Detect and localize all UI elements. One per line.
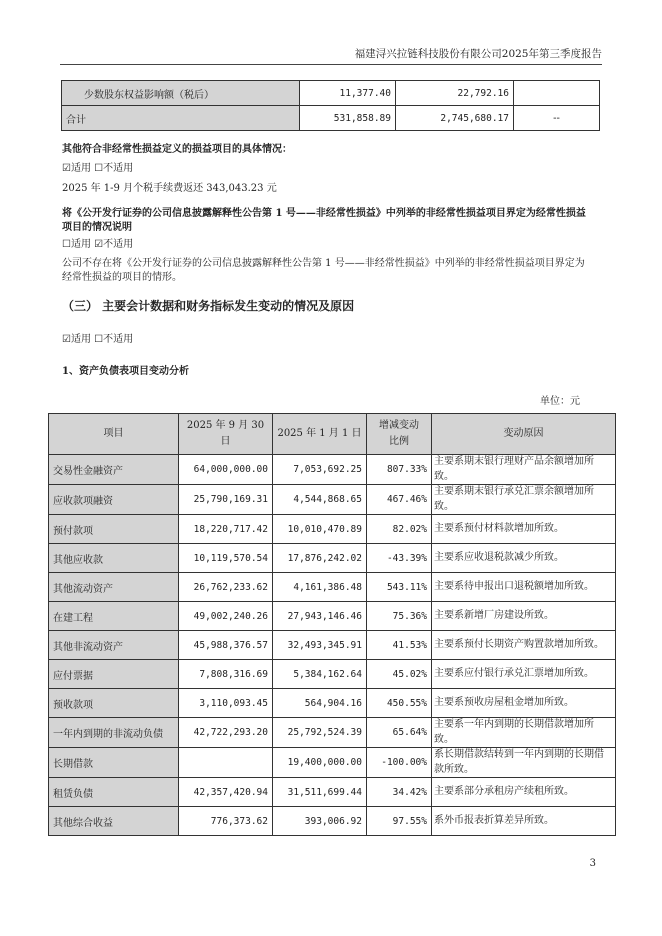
non-recurring-summary-table	[61, 80, 600, 131]
percent-cell: 543.11%	[367, 573, 432, 602]
table-row	[49, 807, 616, 836]
item-cell: 一年内到期的非流动负债	[49, 718, 179, 748]
page-number: 3	[589, 858, 596, 869]
value-cell: 18,220,717.42	[179, 515, 273, 544]
item-cell: 租赁负债	[49, 778, 179, 807]
value-cell: 2,745,680.17	[396, 106, 514, 131]
table-row	[49, 544, 616, 573]
item-cell: 应收款项融资	[49, 485, 179, 515]
item-cell: 应付票据	[49, 660, 179, 689]
percent-cell: 467.46%	[367, 485, 432, 515]
percent-cell: 65.64%	[367, 718, 432, 748]
value-cell: 42,357,420.94	[179, 778, 273, 807]
other-items-detail: 2025 年 1-9 月个税手续费返还 343,043.23 元	[62, 183, 277, 194]
item-cell: 交易性金融资产	[49, 455, 179, 485]
table-row	[49, 748, 616, 778]
reason-cell: 主要系期末银行理财产品余额增加所致。	[432, 455, 616, 485]
value-cell: 26,762,233.62	[179, 573, 273, 602]
column-header: 变动原因	[432, 414, 616, 455]
percent-cell: 34.42%	[367, 778, 432, 807]
percent-cell: 82.02%	[367, 515, 432, 544]
value-cell: 4,161,386.48	[273, 573, 367, 602]
table-row	[49, 602, 616, 631]
value-cell: 31,511,699.44	[273, 778, 367, 807]
reason-cell: 主要系待申报出口退税额增加所致。	[432, 573, 616, 602]
value-cell: 64,000,000.00	[179, 455, 273, 485]
value-cell: 7,053,692.25	[273, 455, 367, 485]
item-cell: 预收款项	[49, 689, 179, 718]
percent-cell: -43.39%	[367, 544, 432, 573]
row-label: 合计	[62, 106, 300, 131]
percent-cell: 75.36%	[367, 602, 432, 631]
column-header: 2025 年 1 月 1 日	[273, 414, 367, 455]
announcement-detail-line2: 经常性损益的项目的情形。	[62, 272, 182, 283]
applicable-checkbox: ☑适用 ☐不适用	[62, 334, 134, 345]
table-row	[49, 660, 616, 689]
value-cell: 10,010,470.89	[273, 515, 367, 544]
value-cell: 5,384,162.64	[273, 660, 367, 689]
reason-cell: 主要系应收退税款减少所致。	[432, 544, 616, 573]
reason-cell: 主要系应付银行承兑汇票增加所致。	[432, 660, 616, 689]
item-cell: 在建工程	[49, 602, 179, 631]
percent-cell: 45.02%	[367, 660, 432, 689]
table-row	[49, 515, 616, 544]
table-row	[49, 573, 616, 602]
item-cell: 预付款项	[49, 515, 179, 544]
value-cell: 27,943,146.46	[273, 602, 367, 631]
column-header: 项目	[49, 414, 179, 455]
value-cell: 17,876,242.02	[273, 544, 367, 573]
reason-cell: 系长期借款结转到一年内到期的长期借款所致。	[432, 748, 616, 778]
announcement-title-line2: 项目的情况说明	[62, 222, 132, 233]
section-heading: （三） 主要会计数据和财务指标发生变动的情况及原因	[62, 299, 355, 313]
percent-cell: 41.53%	[367, 631, 432, 660]
value-cell	[514, 81, 600, 106]
value-cell: 4,544,868.65	[273, 485, 367, 515]
value-cell: 531,858.89	[300, 106, 396, 131]
table-row	[62, 106, 600, 131]
table-row	[49, 455, 616, 485]
value-cell: 10,119,570.54	[179, 544, 273, 573]
value-cell: 19,400,000.00	[273, 748, 367, 778]
value-cell: 11,377.40	[300, 81, 396, 106]
value-cell: 49,002,240.26	[179, 602, 273, 631]
value-cell: 564,904.16	[273, 689, 367, 718]
percent-cell: 97.55%	[367, 807, 432, 836]
reason-cell: 主要系部分承租房产续租所致。	[432, 778, 616, 807]
table-header-row	[49, 414, 616, 455]
value-cell	[179, 748, 273, 778]
value-cell: 393,006.92	[273, 807, 367, 836]
value-cell: 3,110,093.45	[179, 689, 273, 718]
value-cell: 32,493,345.91	[273, 631, 367, 660]
table-row	[62, 81, 600, 106]
reason-cell: 主要系新增厂房建设所致。	[432, 602, 616, 631]
value-cell: 42,722,293.20	[179, 718, 273, 748]
percent-cell: -100.00%	[367, 748, 432, 778]
percent-cell: 807.33%	[367, 455, 432, 485]
value-cell: 25,792,524.39	[273, 718, 367, 748]
item-cell: 长期借款	[49, 748, 179, 778]
column-header: 2025 年 9 月 30 日	[179, 414, 273, 455]
header-divider	[60, 64, 602, 65]
item-cell: 其他综合收益	[49, 807, 179, 836]
table-row	[49, 718, 616, 748]
other-items-title: 其他符合非经常性损益定义的损益项目的具体情况：	[62, 144, 292, 155]
percent-cell: 450.55%	[367, 689, 432, 718]
item-cell: 其他流动资产	[49, 573, 179, 602]
value-cell: 25,790,169.31	[179, 485, 273, 515]
reason-cell: 主要系一年内到期的长期借款增加所致。	[432, 718, 616, 748]
value-cell: 22,792.16	[396, 81, 514, 106]
table-row	[49, 778, 616, 807]
announcement-title-line1: 将《公开发行证券的公司信息披露解释性公告第 1 号——非经常性损益》中列举的非经常性损益项目界定为经常性损益	[62, 208, 586, 219]
value-cell: 776,373.62	[179, 807, 273, 836]
table-row	[49, 689, 616, 718]
applicable-checkbox: ☑适用 ☐不适用	[62, 163, 134, 174]
reason-cell: 主要系预付长期资产购置款增加所致。	[432, 631, 616, 660]
announcement-detail-line1: 公司不存在将《公开发行证券的公司信息披露解释性公告第 1 号——非经常性损益》中列举的非经常性损益项目界定为	[62, 258, 585, 269]
reason-cell: 主要系预付材料款增加所致。	[432, 515, 616, 544]
item-cell: 其他非流动资产	[49, 631, 179, 660]
reason-cell: 主要系预收房屋租金增加所致。	[432, 689, 616, 718]
page-header: 福建浔兴拉链科技股份有限公司2025年第三季度报告	[354, 48, 602, 60]
table-row	[49, 485, 616, 515]
row-label: 少数股东权益影响额（税后）	[62, 81, 300, 106]
value-cell: 7,808,316.69	[179, 660, 273, 689]
table-row	[49, 631, 616, 660]
reason-cell: 主要系期末银行承兑汇票余额增加所致。	[432, 485, 616, 515]
item-cell: 其他应收款	[49, 544, 179, 573]
value-cell: 45,988,376.57	[179, 631, 273, 660]
reason-cell: 系外币报表折算差异所致。	[432, 807, 616, 836]
column-header: 增减变动 比例	[367, 414, 432, 455]
value-cell: --	[514, 106, 600, 131]
unit-label: 单位：元	[540, 396, 580, 407]
applicable-checkbox: ☐适用 ☑不适用	[62, 239, 134, 250]
balance-sheet-change-table	[48, 413, 616, 836]
subsection-heading: 1、资产负债表项目变动分析	[62, 366, 189, 377]
